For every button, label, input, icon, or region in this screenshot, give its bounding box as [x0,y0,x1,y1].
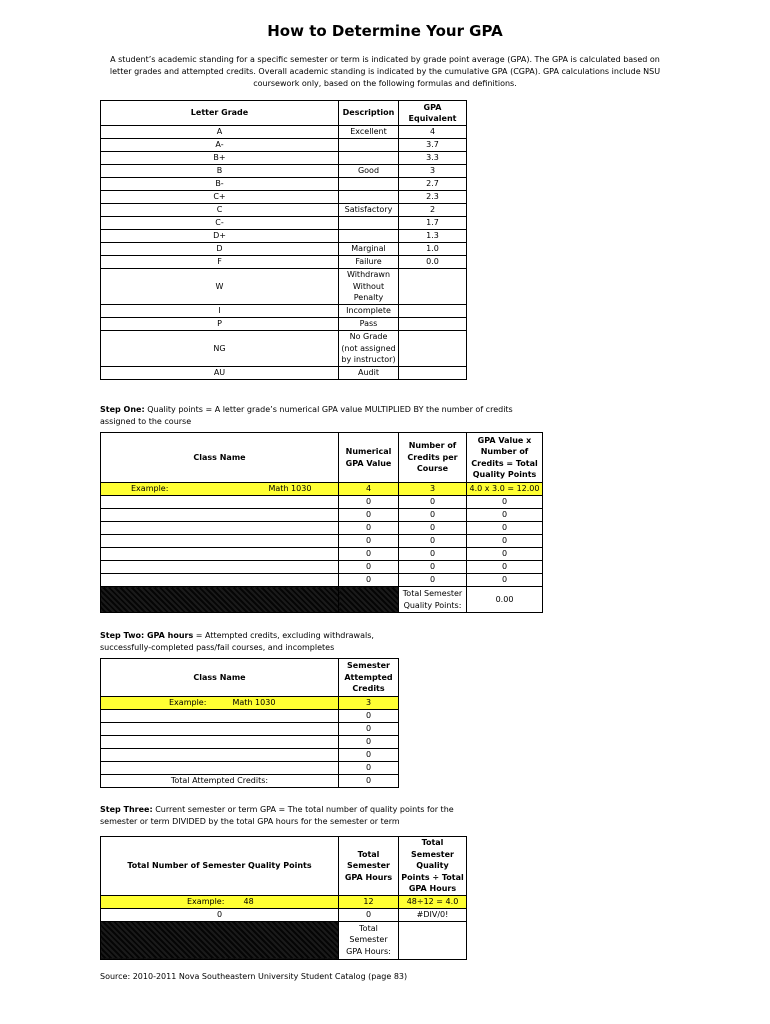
grade-row [101,318,467,331]
sg-header-hours: Total Semester GPA Hours [339,837,399,896]
gh-class-cell [101,710,339,723]
qp-points-cell: 0 [467,561,543,574]
sg-hours-value: 0 [339,908,399,921]
step-three-label: Step Three: [100,805,153,814]
gh-row [101,723,399,736]
qp-total-label: Total Semester Quality Points: [399,587,467,613]
grade-body [101,126,467,380]
gh-example-row [101,697,399,710]
grade-description: Failure [339,256,399,269]
qp-gpa-cell: 0 [339,496,399,509]
gh-class-cell [101,762,339,775]
qp-row [101,535,543,548]
grade-letter: C [101,204,339,217]
qp-body [101,496,543,587]
step-two-description: = Attempted credits, excluding withdrawals, successfully-completed pass/fail courses, and incompletes [100,631,374,652]
grade-gpa: 2.7 [399,178,467,191]
qp-total-shaded-2 [339,587,399,613]
grade-header-gpa: GPA Equivalent [399,101,467,126]
grade-letter: C- [101,217,339,230]
qp-credits-cell: 0 [399,561,467,574]
grade-description [339,178,399,191]
qp-row [101,561,543,574]
qp-gpa-cell: 0 [339,548,399,561]
qp-example-course: Math 1030 [268,484,312,494]
source-citation: Source: 2010-2011 Nova Southeastern University Student Catalog (page 83) [100,972,408,981]
grade-header-letter: Letter Grade [101,101,339,126]
qp-header-class: Class Name [101,433,339,483]
grade-gpa [399,367,467,380]
grade-description: Good [339,165,399,178]
quality-points-table [100,432,543,613]
qp-row [101,522,543,535]
qp-gpa-cell: 0 [339,535,399,548]
grade-letter: W [101,269,339,305]
gh-example-course: Math 1030 [232,698,276,708]
grade-description: Satisfactory [339,204,399,217]
gh-class-cell [101,723,339,736]
qp-class-cell [101,561,339,574]
step-two-label: Step Two: GPA hours [100,631,194,640]
qp-credits-cell: 0 [399,535,467,548]
qp-points-cell: 0 [467,548,543,561]
qp-example-row [101,483,543,496]
qp-class-cell [101,509,339,522]
gh-example-credits: 3 [339,697,399,710]
grade-row [101,217,467,230]
step-two-text [100,630,380,654]
qp-header-gpa: Numerical GPA Value [339,433,399,483]
sg-header-points: Total Number of Semester Quality Points [101,837,339,896]
grade-row [101,204,467,217]
qp-points-cell: 0 [467,496,543,509]
grade-gpa: 3.3 [399,152,467,165]
grade-row [101,230,467,243]
qp-gpa-cell: 0 [339,522,399,535]
gh-credits-cell: 0 [339,762,399,775]
qp-points-cell: 0 [467,535,543,548]
gh-total-row [101,775,399,788]
grade-letter: C+ [101,191,339,204]
grade-gpa [399,318,467,331]
gh-credits-cell: 0 [339,736,399,749]
grade-description [339,191,399,204]
grade-letter: D [101,243,339,256]
gh-body [101,710,399,775]
sg-header-result: Total Semester Quality Points ÷ Total GPA Hours [399,837,467,896]
qp-example-gpa: 4 [339,483,399,496]
gh-total-value: 0 [339,775,399,788]
qp-credits-cell: 0 [399,509,467,522]
sg-example-row [101,895,467,908]
grade-description: Marginal [339,243,399,256]
qp-row [101,574,543,587]
grade-letter: A- [101,139,339,152]
qp-class-cell [101,574,339,587]
qp-credits-cell: 0 [399,522,467,535]
grade-letter: F [101,256,339,269]
qp-example-class [101,483,339,496]
grade-gpa: 3.7 [399,139,467,152]
grade-description [339,139,399,152]
grade-gpa: 3 [399,165,467,178]
sg-total-row [101,921,467,959]
qp-class-cell [101,548,339,561]
step-one-description: Quality points = A letter grade’s numerical GPA value MULTIPLIED BY the number of credits assigned to the course [100,405,513,426]
grade-gpa: 1.0 [399,243,467,256]
grade-description: Audit [339,367,399,380]
qp-class-cell [101,522,339,535]
qp-points-cell: 0 [467,509,543,522]
grade-description [339,230,399,243]
grade-gpa: 4 [399,126,467,139]
grade-row [101,178,467,191]
sg-total-value [399,921,467,959]
grade-letter: AU [101,367,339,380]
qp-total-row [101,587,543,613]
qp-gpa-cell: 0 [339,574,399,587]
gh-row [101,762,399,775]
gh-header-class: Class Name [101,659,339,697]
gh-credits-cell: 0 [339,710,399,723]
step-three-text [100,804,460,828]
grade-letter: NG [101,331,339,367]
grade-letter: D+ [101,230,339,243]
qp-gpa-cell: 0 [339,509,399,522]
grade-header-description: Description [339,101,399,126]
sg-result-value: #DIV/0! [399,908,467,921]
qp-row [101,548,543,561]
grade-description: Pass [339,318,399,331]
grade-letter: I [101,305,339,318]
grade-gpa [399,331,467,367]
grade-row [101,256,467,269]
grade-row [101,126,467,139]
grade-gpa: 0.0 [399,256,467,269]
grade-row [101,269,467,305]
grade-letter: B+ [101,152,339,165]
grade-description: Excellent [339,126,399,139]
grade-description: No Grade (not assigned by instructor) [339,331,399,367]
grade-gpa: 1.7 [399,217,467,230]
grade-letter: P [101,318,339,331]
gh-example-class [101,697,339,710]
qp-points-cell: 0 [467,574,543,587]
sg-example-points-cell [101,895,339,908]
grade-description [339,152,399,165]
qp-header-points: GPA Value x Number of Credits = Total Quality Points [467,433,543,483]
grade-row [101,165,467,178]
qp-row [101,509,543,522]
grade-description: Incomplete [339,305,399,318]
sg-total-shaded [101,921,339,959]
qp-gpa-cell: 0 [339,561,399,574]
gh-class-cell [101,749,339,762]
gh-credits-cell: 0 [339,723,399,736]
gh-header-credits: Semester Attempted Credits [339,659,399,697]
qp-class-cell [101,496,339,509]
step-one-label: Step One: [100,405,145,414]
gh-row [101,736,399,749]
qp-example-points: 4.0 x 3.0 = 12.00 [467,483,543,496]
sg-total-label: Total Semester GPA Hours: [339,921,399,959]
gh-class-cell [101,736,339,749]
page-title: How to Determine Your GPA [267,22,503,40]
qp-credits-cell: 0 [399,574,467,587]
qp-header-credits: Number of Credits per Course [399,433,467,483]
intro-paragraph: A student’s academic standing for a specific semester or term is indicated by grade point average (GPA). The GPA is calculated based on letter grades and attempted credits. Overall academic standing is indicated by the cumulative GPA (CGPA). GPA calculations include NSU coursework only, based on the following formulas and definitions. [109,55,661,88]
qp-row [101,496,543,509]
qp-points-cell: 0 [467,522,543,535]
grade-row [101,305,467,318]
grade-table [100,100,467,380]
grade-row [101,152,467,165]
grade-letter: B [101,165,339,178]
qp-example-label: Example: [131,484,169,494]
sg-example-points: 48 [243,896,254,906]
sg-data-row [101,908,467,921]
grade-gpa: 2.3 [399,191,467,204]
qp-example-credits: 3 [399,483,467,496]
gh-example-label: Example: [169,698,207,708]
grade-gpa [399,269,467,305]
sg-points-value: 0 [101,908,339,921]
qp-total-shaded [101,587,339,613]
step-one-text [100,404,550,428]
grade-row [101,367,467,380]
grade-letter: A [101,126,339,139]
grade-description [339,217,399,230]
grade-gpa: 1.3 [399,230,467,243]
grade-letter: B- [101,178,339,191]
step-three-description: Current semester or term GPA = The total number of quality points for the semester or term DIVIDED by the total GPA hours for the semester or term [100,805,454,826]
qp-credits-cell: 0 [399,548,467,561]
qp-class-cell [101,535,339,548]
sg-example-result: 48÷12 = 4.0 [399,895,467,908]
gh-row [101,749,399,762]
qp-credits-cell: 0 [399,496,467,509]
grade-description: Withdrawn Without Penalty [339,269,399,305]
sg-example-hours: 12 [339,895,399,908]
semester-gpa-table [100,836,467,960]
grade-gpa: 2 [399,204,467,217]
grade-row [101,191,467,204]
sg-example-label: Example: [187,896,225,906]
grade-row [101,243,467,256]
gh-row [101,710,399,723]
gh-total-label: Total Attempted Credits: [101,775,339,788]
gpa-hours-table [100,658,399,788]
grade-row [101,331,467,367]
grade-row [101,139,467,152]
gh-credits-cell: 0 [339,749,399,762]
grade-gpa [399,305,467,318]
qp-total-value: 0.00 [467,587,543,613]
